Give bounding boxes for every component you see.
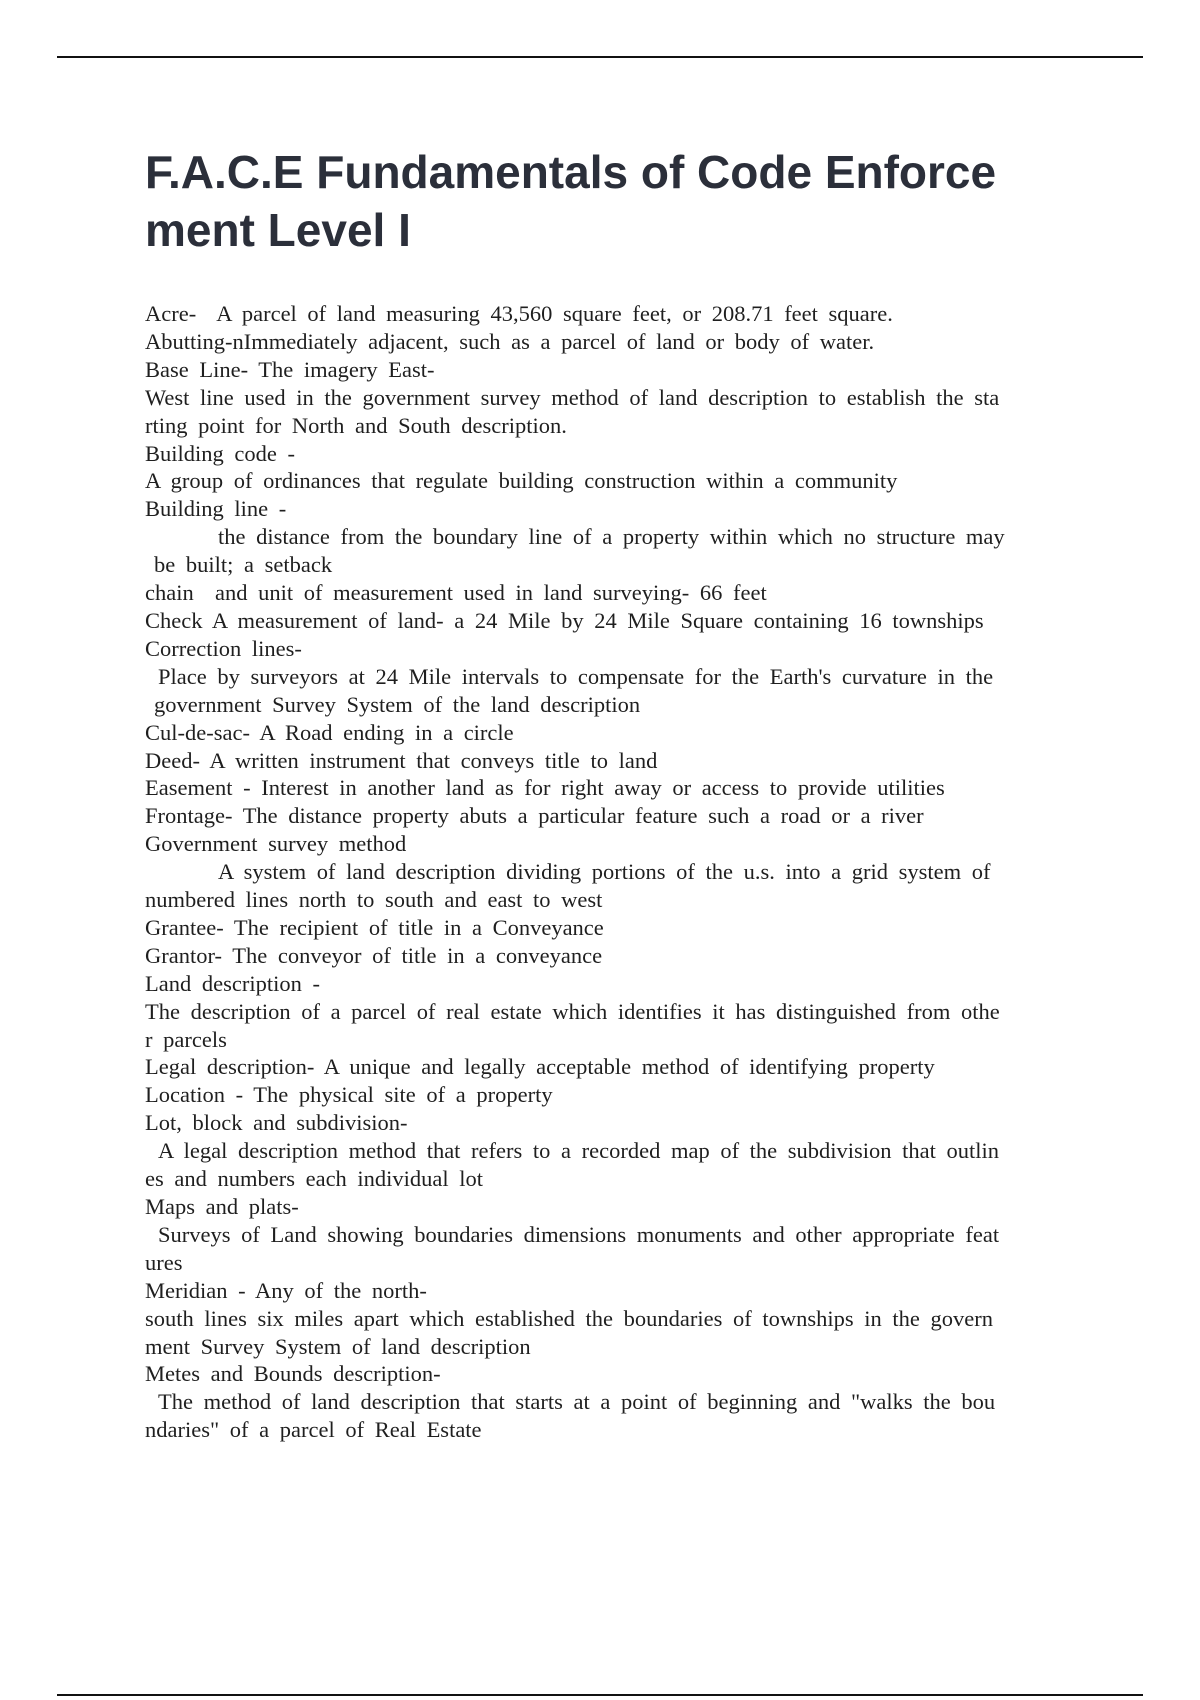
- glossary-line: The description of a parcel of real estate which identifies it has distinguished from othe: [145, 998, 1000, 1024]
- glossary-line: rting point for North and South description.: [145, 412, 567, 438]
- glossary-line: Location - The physical site of a property: [145, 1082, 553, 1108]
- glossary-line: Check A measurement of land- a 24 Mile by 24 Mile Square containing 16 townships: [145, 607, 984, 633]
- glossary-line: the distance from the boundary line of a property within which no structure may: [218, 524, 1005, 550]
- glossary-line: south lines six miles apart which established the boundaries of townships in the govern: [145, 1305, 993, 1331]
- glossary-line: ures: [145, 1249, 183, 1275]
- glossary-line: Government survey method: [145, 831, 407, 857]
- glossary-line: Grantor- The conveyor of title in a conveyance: [145, 942, 603, 968]
- glossary-line: r parcels: [145, 1026, 227, 1052]
- glossary-line: Land description -: [145, 970, 320, 996]
- glossary-line: Maps and plats-: [145, 1194, 299, 1219]
- glossary-body: [145, 300, 1085, 1444]
- glossary-line: ment Survey System of land description: [145, 1333, 531, 1359]
- glossary-line: Metes and Bounds description-: [145, 1361, 441, 1387]
- glossary-line: Base Line- The imagery East-: [145, 356, 435, 382]
- glossary-line: The method of land description that starts at a point of beginning and "walks the bou: [158, 1389, 996, 1415]
- glossary-line: Easement - Interest in another land as for right away or access to provide utilities: [145, 775, 945, 801]
- glossary-line: Acre- A parcel of land measuring 43,560 square feet, or 208.71 feet square.: [145, 301, 893, 326]
- glossary-line: Frontage- The distance property abuts a particular feature such a road or a river: [145, 803, 924, 829]
- bottom-rule: [57, 1694, 1143, 1696]
- document-title: [145, 143, 1065, 259]
- glossary-line: chain and unit of measurement used in land surveying- 66 feet: [145, 580, 767, 606]
- glossary-line: Lot, block and subdivision-: [145, 1110, 408, 1136]
- glossary-line: A group of ordinances that regulate building construction within a community: [145, 468, 898, 494]
- title-line: F.A.C.E Fundamentals of Code Enforce: [145, 146, 997, 198]
- glossary-line: ndaries" of a parcel of Real Estate: [145, 1417, 482, 1443]
- title-line: ment Level I: [145, 204, 411, 256]
- top-rule: [57, 56, 1143, 58]
- glossary-line: government Survey System of the land description: [154, 691, 641, 717]
- glossary-line: Correction lines-: [145, 635, 302, 661]
- glossary-line: West line used in the government survey method of land description to establish the sta: [145, 384, 1000, 410]
- glossary-line: A system of land description dividing portions of the u.s. into a grid system of: [218, 859, 991, 885]
- glossary-line: Surveys of Land showing boundaries dimensions monuments and other appropriate feat: [158, 1221, 1000, 1247]
- glossary-line: numbered lines north to south and east to west: [145, 887, 603, 913]
- glossary-line: Building code -: [145, 440, 295, 466]
- glossary-line: Grantee- The recipient of title in a Conveyance: [145, 914, 604, 940]
- glossary-line: Deed- A written instrument that conveys title to land: [145, 747, 658, 773]
- glossary-line: Cul-de-sac- A Road ending in a circle: [145, 719, 514, 745]
- glossary-line: Meridian - Any of the north-: [145, 1277, 427, 1303]
- glossary-line: Abutting-nImmediately adjacent, such as a parcel of land or body of water.: [145, 328, 875, 354]
- glossary-line: be built; a setback: [154, 552, 333, 578]
- glossary-line: es and numbers each individual lot: [145, 1166, 484, 1192]
- glossary-line: Place by surveyors at 24 Mile intervals to compensate for the Earth's curvature in the: [158, 663, 994, 689]
- glossary-line: A legal description method that refers to a recorded map of the subdivision that outlin: [158, 1138, 1000, 1164]
- glossary-line: Building line -: [145, 496, 287, 522]
- glossary-line: Legal description- A unique and legally acceptable method of identifying property: [145, 1054, 935, 1080]
